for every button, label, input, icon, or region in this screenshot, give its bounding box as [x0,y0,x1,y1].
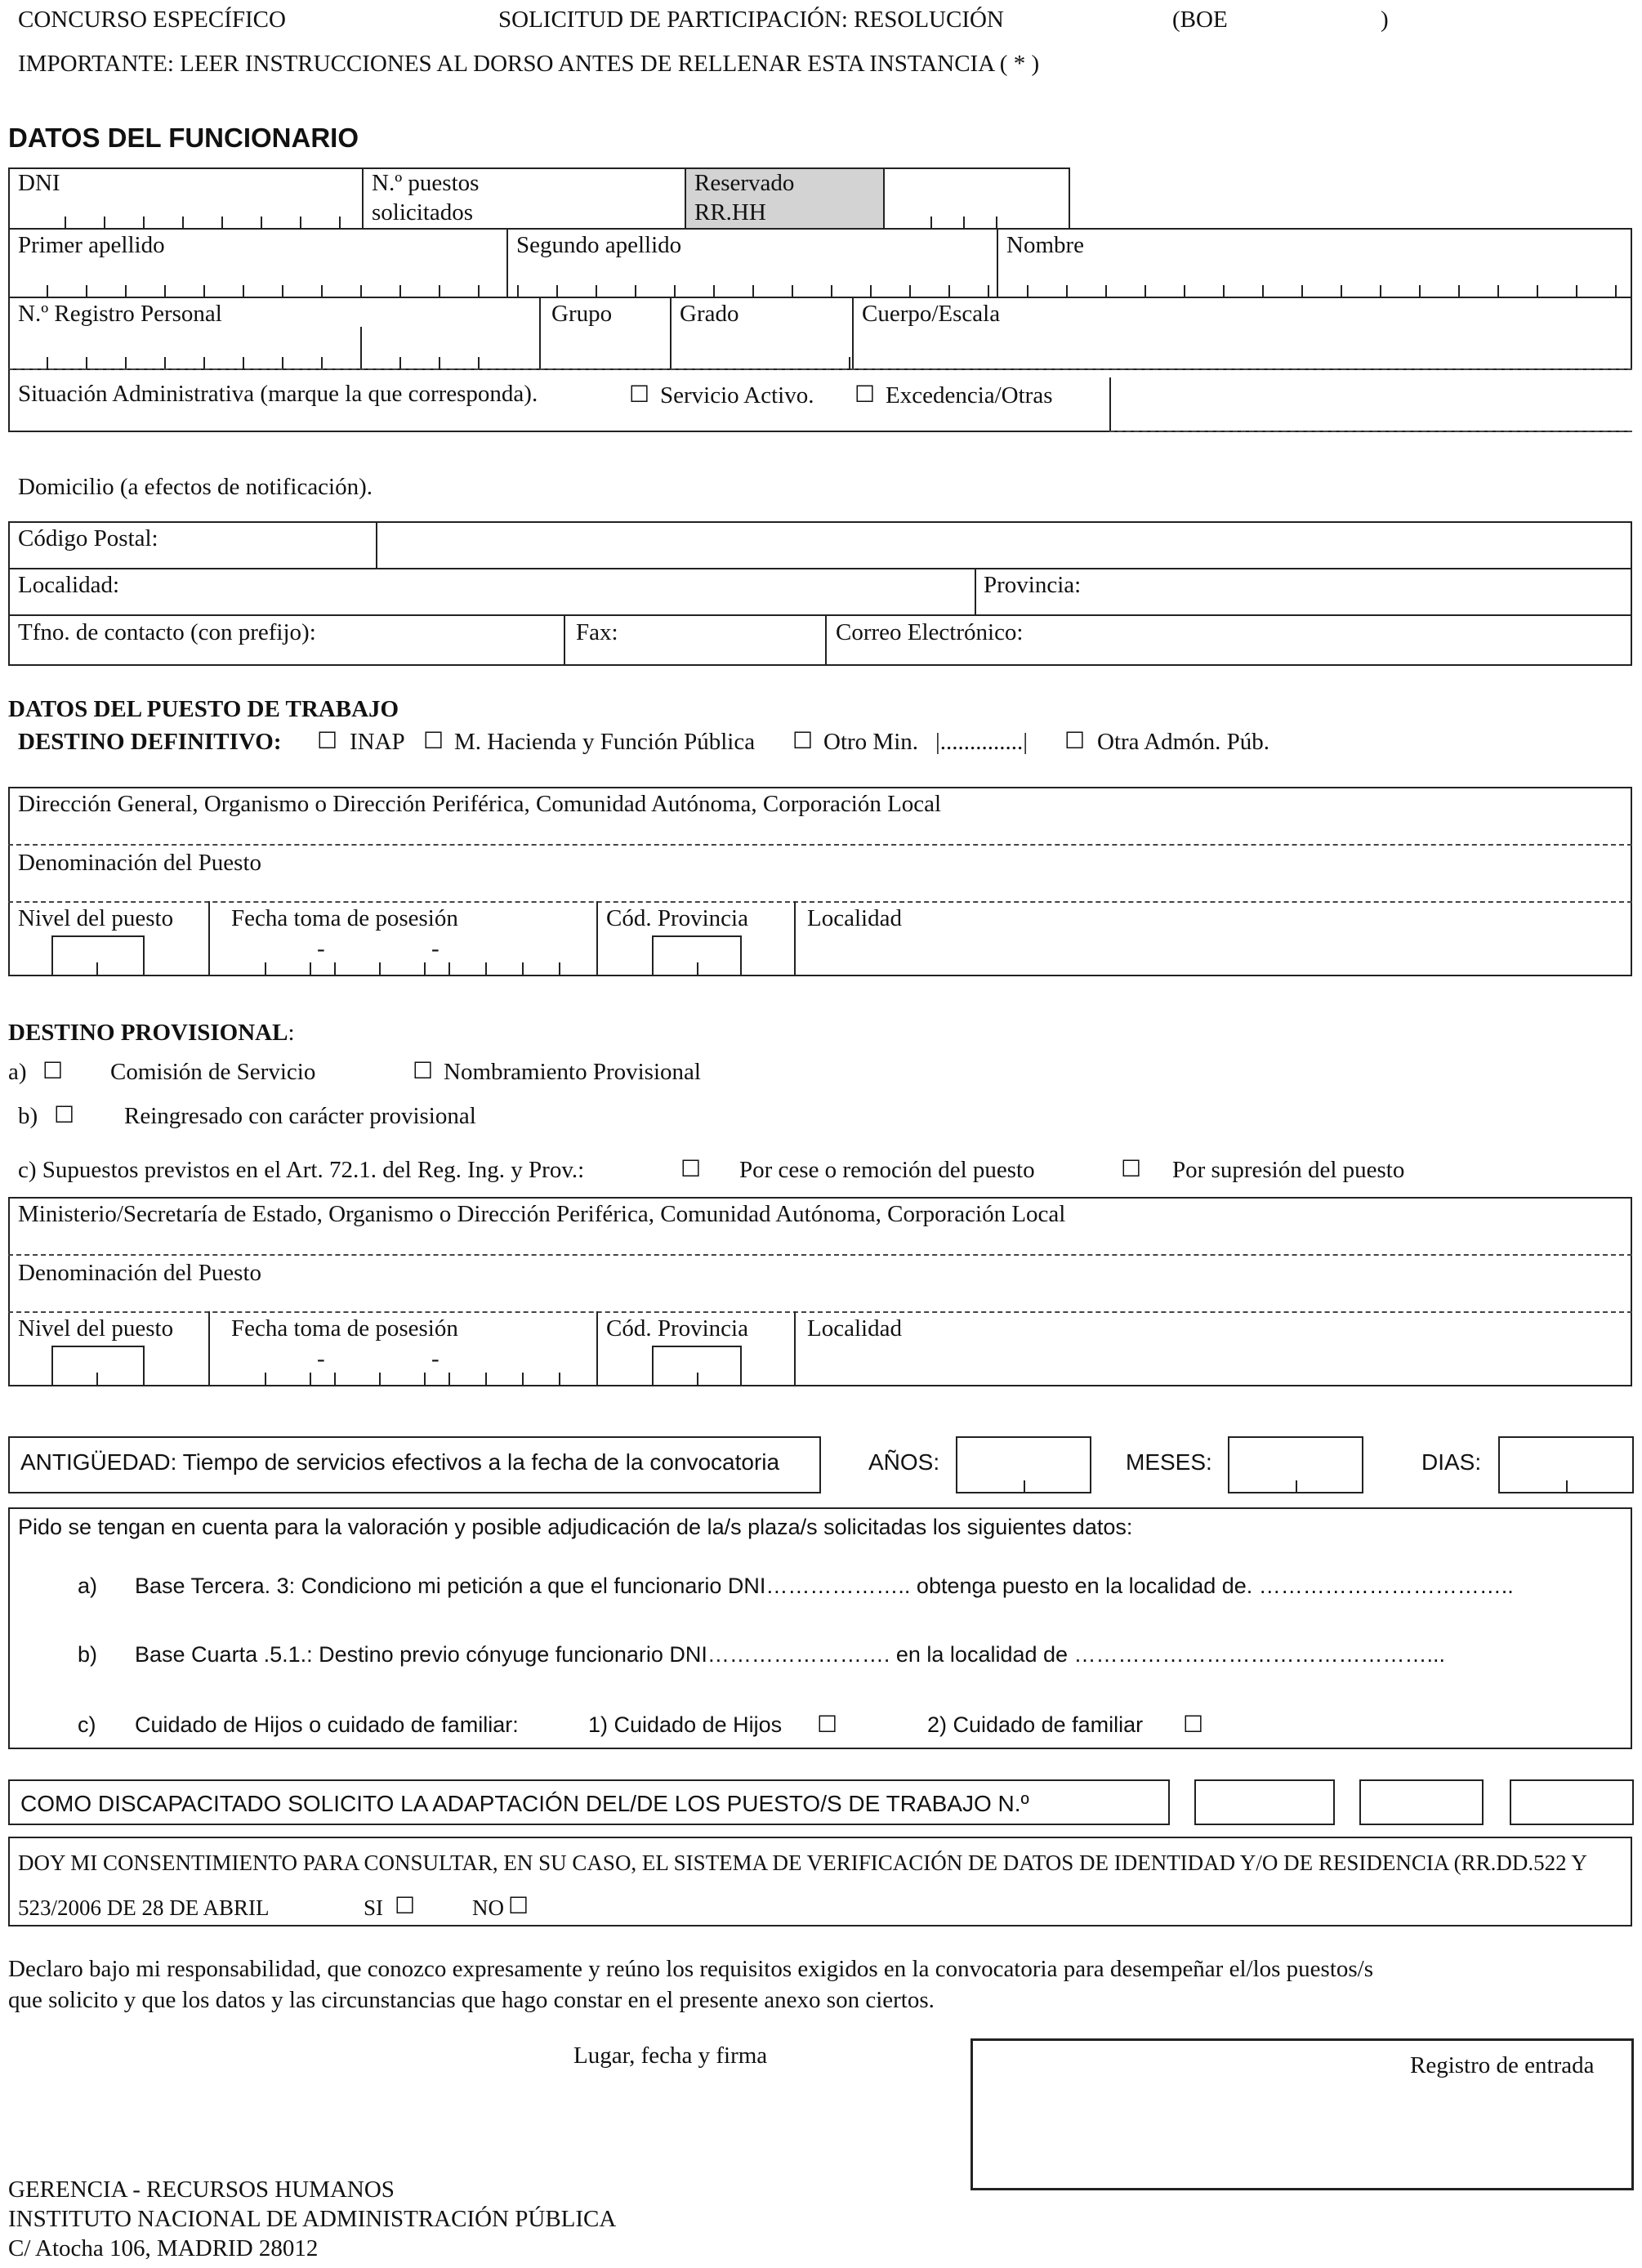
ministerio-label: Ministerio/Secretaría de Estado, Organismo o Dirección Periférica, Comunidad Autónoma, Corporación Local [18,1201,1066,1227]
otra-admon-checkbox[interactable]: ☐ [1064,727,1086,754]
segundo-apellido-label: Segundo apellido [516,232,682,258]
localidad-prov-label: Localidad [807,1315,902,1342]
cuidado-familiar-checkbox[interactable]: ☐ [1183,1711,1204,1738]
provincia-label: Provincia: [984,572,1082,598]
boe-close: ) [1381,7,1389,33]
fax-label: Fax: [576,619,618,645]
reingresado-checkbox[interactable]: ☐ [54,1101,75,1128]
reservado-label: Reservado [694,170,795,196]
antiguedad-label: ANTIGÜEDAD: Tiempo de servicios efectivos a la fecha de la convocatoria [20,1449,780,1475]
excedencia-label: Excedencia/Otras [886,382,1053,409]
fecha-prov-dash-1: - [317,1346,325,1372]
fecha-dash-2: - [431,935,440,962]
option-a-label: a) [8,1059,27,1085]
declaracion-line2: que solicito y que los datos y las circunstancias que hago constar en el presente anexo son ciertos. [8,1987,935,2013]
por-supresion-label: Por supresión del puesto [1172,1157,1405,1183]
discapacitado-label: COMO DISCAPACITADO SOLICITO LA ADAPTACIÓN DEL/DE LOS PUESTO/S DE TRABAJO N.º [20,1791,1029,1816]
denominacion-label: Denominación del Puesto [18,850,262,876]
section-title-funcionario: DATOS DEL FUNCIONARIO [8,123,359,153]
apellidos-ticks [8,282,1632,298]
destino-definitivo-label: DESTINO DEFINITIVO: [18,729,282,755]
valoracion-c-label: c) [78,1712,96,1737]
nivel-prov-input[interactable] [51,1346,145,1386]
localidad-label: Localidad: [18,572,120,598]
localidad-puesto-label: Localidad [807,905,902,931]
no-checkbox[interactable]: ☐ [508,1892,529,1919]
important-notice: IMPORTANTE: LEER INSTRUCCIONES AL DORSO ANTES DE RELLENAR ESTA INSTANCIA ( * ) [18,51,1040,77]
inap-checkbox[interactable]: ☐ [317,727,338,754]
nombramiento-label: Nombramiento Provisional [444,1059,701,1085]
comision-label: Comisión de Servicio [110,1059,316,1085]
servicio-activo-label: Servicio Activo. [660,382,814,409]
fecha-posesion-prov-label: Fecha toma de posesión [231,1315,458,1342]
grado-label: Grado [680,301,739,327]
valoracion-b-text[interactable]: Base Cuarta .5.1.: Destino previo cónyuge funcionario DNI……………………. en la localidad de …………………………………………... [135,1642,1446,1667]
nombramiento-checkbox[interactable]: ☐ [413,1057,434,1084]
codigo-postal-label: Código Postal: [18,525,158,551]
otro-min-checkbox[interactable]: ☐ [792,727,814,754]
denominacion-prov-label: Denominación del Puesto [18,1260,262,1286]
consentimiento-line2: 523/2006 DE 28 DE ABRIL [18,1895,270,1920]
nivel-label: Nivel del puesto [18,905,174,931]
comision-checkbox[interactable]: ☐ [42,1057,64,1084]
cuidado-hijos-label: 1) Cuidado de Hijos [588,1712,783,1737]
fecha-prov-dash-2: - [431,1346,440,1372]
declaracion-line1: Declaro bajo mi responsabilidad, que conozco expresamente y reúno los requisitos exigidos en la convocatoria para desempeñar el/los puestos/s [8,1956,1374,1982]
otra-admon-label: Otra Admón. Púb. [1097,729,1270,755]
consentimiento-line1: DOY MI CONSENTIMIENTO PARA CONSULTAR, EN SU CASO, EL SISTEMA DE VERIFICACIÓN DE DATOS DE IDENTIDAD Y/O DE RESIDENCIA (RR.DD.522 Y [18,1851,1587,1875]
cod-provincia-label: Cód. Provincia [606,905,748,931]
correo-label: Correo Electrónico: [836,619,1024,645]
domicilio-title: Domicilio (a efectos de notificación). [18,474,373,500]
registro-ticks [8,327,907,370]
valoracion-a-text[interactable]: Base Tercera. 3: Condiciono mi petición a que el funcionario DNI……………….. obtenga puesto en la localidad de. …………………………….. [135,1574,1514,1598]
si-label: SI [364,1895,384,1920]
solicitud-title: SOLICITUD DE PARTICIPACIÓN: RESOLUCIÓN [498,7,1004,33]
excedencia-checkbox[interactable]: ☐ [854,381,876,408]
cuerpo-label: Cuerpo/Escala [862,301,1001,327]
anos-label: AÑOS: [868,1449,940,1475]
puesto-num-input-3[interactable] [1510,1779,1634,1825]
dias-label: DIAS: [1421,1449,1482,1475]
rrhh-label: RR.HH [694,199,766,225]
dni-label: DNI [18,170,60,196]
inap-label: INAP [350,729,405,755]
cuidado-hijos-checkbox[interactable]: ☐ [817,1711,838,1738]
cod-provincia-prov-label: Cód. Provincia [606,1315,748,1342]
valoracion-intro: Pido se tengan en cuenta para la valoración y posible adjudicación de la/s plaza/s solicitadas los siguientes datos: [18,1515,1133,1539]
fecha-posesion-ticks [221,940,605,976]
direccion-general-label: Dirección General, Organismo o Dirección Periférica, Comunidad Autónoma, Corporación Local [18,791,942,817]
servicio-activo-checkbox[interactable]: ☐ [629,381,650,408]
hacienda-checkbox[interactable]: ☐ [423,727,444,754]
fecha-posesion-label: Fecha toma de posesión [231,905,458,931]
num-puestos-label: N.º puestos [372,170,480,196]
valoracion-c-text: Cuidado de Hijos o cuidado de familiar: [135,1712,519,1737]
puesto-num-input-2[interactable] [1359,1779,1484,1825]
fecha-dash-1: - [317,935,325,962]
valoracion-b-label: b) [78,1642,98,1667]
puesto-num-input-1[interactable] [1194,1779,1335,1825]
meses-label: MESES: [1126,1449,1212,1475]
nivel-input[interactable] [51,935,145,976]
fecha-posesion-prov-ticks [221,1350,605,1386]
footer-instituto: INSTITUTO NACIONAL DE ADMINISTRACIÓN PÚBLICA [8,2206,617,2232]
otro-min-field[interactable]: |..............| [935,729,1028,755]
por-cese-checkbox[interactable]: ☐ [680,1155,702,1182]
destino-provisional-title: DESTINO PROVISIONAL: [8,1020,295,1046]
valoracion-a-label: a) [78,1574,98,1598]
hacienda-label: M. Hacienda y Función Pública [454,729,756,755]
solicitados-label: solicitados [372,199,474,225]
si-checkbox[interactable]: ☐ [395,1892,416,1919]
no-label: NO [472,1895,504,1920]
situacion-label: Situación Administrativa (marque la que corresponda). [18,381,538,407]
grupo-label: Grupo [551,301,613,327]
registro-entrada-label: Registro de entrada [1410,2052,1595,2078]
cuidado-familiar-label: 2) Cuidado de familiar [927,1712,1144,1737]
otro-min-label: Otro Min. [823,729,918,755]
primer-apellido-label: Primer apellido [18,232,165,258]
footer-direccion: C/ Atocha 106, MADRID 28012 [8,2235,319,2261]
lugar-fecha-firma: Lugar, fecha y firma [573,2043,768,2069]
por-cese-label: Por cese o remoción del puesto [739,1157,1035,1183]
boe-label: (BOE [1172,7,1228,33]
reingresado-label: Reingresado con carácter provisional [124,1103,476,1129]
supuestos-label: c) Supuestos previstos en el Art. 72.1. del Reg. Ing. y Prov.: [18,1157,585,1183]
nivel-prov-label: Nivel del puesto [18,1315,174,1342]
telefono-label: Tfno. de contacto (con prefijo): [18,619,316,645]
section-title-puesto: DATOS DEL PUESTO DE TRABAJO [8,696,399,722]
nombre-label: Nombre [1006,232,1085,258]
registro-personal-label: N.º Registro Personal [18,301,222,327]
dni-ticks [8,208,1070,230]
por-supresion-checkbox[interactable]: ☐ [1121,1155,1142,1182]
footer-gerencia: GERENCIA - RECURSOS HUMANOS [8,2176,395,2203]
option-b-label: b) [18,1103,38,1129]
concurso-title: CONCURSO ESPECÍFICO [18,7,286,33]
